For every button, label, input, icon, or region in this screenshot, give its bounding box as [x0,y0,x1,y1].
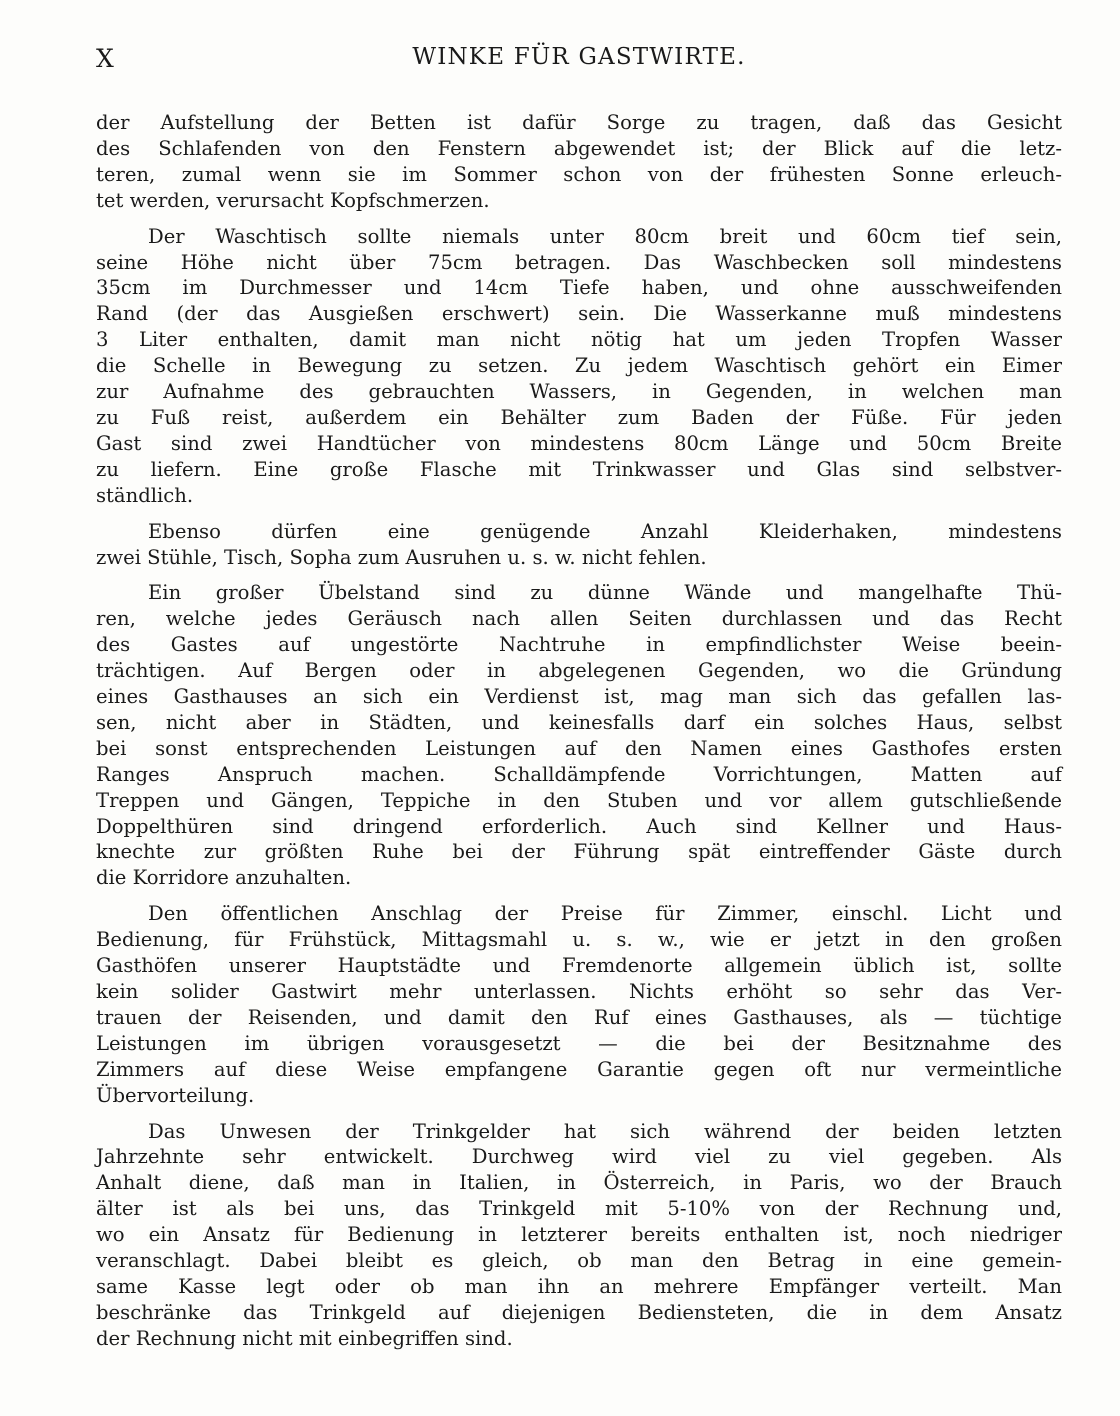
running-head [96,44,1062,80]
text-line: der Aufstellung der Betten ist dafür Sorge zu tragen, daß das Gesicht [96,111,1062,134]
text-line: Gasthöfen unserer Hauptstädte und Fremdenorte allgemein üblich ist, sollte [96,954,1062,978]
text-line: Das Unwesen der Trinkgelder hat sich während der beiden letzten [148,1119,1062,1143]
text-line: teren, zumal wenn sie im Sommer schon von der frühesten Sonne erleuch- [96,162,1062,186]
text-line: die Schelle in Bewegung zu setzen. Zu jedem Waschtisch gehört ein Eimer [96,354,1062,378]
text-line: Zimmers auf diese Weise empfangene Garantie gegen oft nur vermeintliche [96,1057,1062,1081]
text-line: bei sonst entsprechenden Leistungen auf den Namen eines Gasthofes ersten [96,736,1062,760]
text-line: beschränke das Trinkgeld auf diejenigen Bediensteten, die in dem Ansatz [96,1300,1062,1324]
text-line: Gast sind zwei Handtücher von mindestens 80cm Länge und 50cm Breite [96,431,1062,455]
text-line: same Kasse legt oder ob man ihn an mehrere Empfänger verteilt. Man [96,1274,1062,1298]
text-line: ren, welche jedes Geräusch nach allen Seiten durchlassen und das Recht [96,607,1062,631]
paragraph-6 [96,1119,1062,1352]
paragraph-5 [96,901,1062,1108]
text-line: älter ist als bei uns, das Trinkgeld mit 5-10% von der Rechnung und, [96,1197,1062,1221]
paragraph-1 [96,110,1062,214]
text-line: Anhalt diene, daß man in Italien, in Österreich, in Paris, wo der Brauch [96,1171,1062,1195]
text-line: sen, nicht aber in Städten, und keinesfalls darf ein solches Haus, selbst [96,710,1062,734]
text-line: 35cm im Durchmesser und 14cm Tiefe haben, und ohne ausschweifenden [96,276,1062,300]
text-line: zu liefern. Eine große Flasche mit Trinkwasser und Glas sind selbstver- [96,457,1062,481]
text-line: der Rechnung nicht mit einbegriffen sind. [96,1326,513,1350]
text-line: Leistungen im übrigen vorausgesetzt — die bei der Besitznahme des [96,1031,1062,1055]
text-line: zur Aufnahme des gebrauchten Wassers, in Gegenden, in welchen man [96,380,1062,404]
text-line: 3 Liter enthalten, damit man nicht nötig hat um jeden Tropfen Wasser [96,328,1062,352]
text-line: Der Waschtisch sollte niemals unter 80cm breit und 60cm tief sein, [148,224,1062,248]
text-line: zwei Stühle, Tisch, Sopha zum Ausruhen u. s. w. nicht fehlen. [96,545,707,569]
paragraph-2 [96,224,1062,509]
text-line: ständlich. [96,483,194,507]
text-line: tet werden, verursacht Kopfschmerzen. [96,188,490,212]
text-line: Ebenso dürfen eine genügende Anzahl Kleiderhaken, mindestens [148,519,1062,543]
text-line: trauen der Reisenden, und damit den Ruf eines Gasthauses, als — tüchtige [96,1005,1062,1029]
text-line: trächtigen. Auf Bergen oder in abgelegenen Gegenden, wo die Gründung [96,659,1062,683]
text-line: kein solider Gastwirt mehr unterlassen. Nichts erhöht so sehr das Ver- [96,980,1062,1003]
page-number: X [96,44,115,73]
text-line: Jahrzehnte sehr entwickelt. Durchweg wird viel zu viel gegeben. Als [96,1145,1062,1169]
text-line: des Gastes auf ungestörte Nachtruhe in empfindlichster Weise beein- [96,633,1062,657]
paragraph-3 [96,519,1062,571]
text-line: Bedienung, für Frühstück, Mittagsmahl u. s. w., wie er jetzt in den großen [96,928,1062,952]
text-line: Den öffentlichen Anschlag der Preise für Zimmer, einschl. Licht und [148,902,1062,926]
text-line: die Korridore anzuhalten. [96,866,352,890]
text-line: des Schlafenden von den Fenstern abgewendet ist; der Blick auf die letz- [96,136,1062,160]
text-line: seine Höhe nicht über 75cm betragen. Das Waschbecken soll mindestens [96,250,1062,274]
text-line: Ranges Anspruch machen. Schalldämpfende Vorrichtungen, Matten auf [96,762,1062,786]
running-title: WINKE FÜR GASTWIRTE. [412,44,746,70]
text-line: Übervorteilung. [96,1083,255,1107]
text-line: Doppelthüren sind dringend erforderlich. Auch sind Kellner und Haus- [96,814,1062,838]
body-text [96,110,1062,1352]
paragraph-4 [96,580,1062,891]
text-line: Treppen und Gängen, Teppiche in den Stuben und vor allem gutschließende [96,788,1062,812]
text-line: wo ein Ansatz für Bedienung in letzterer bereits enthalten ist, noch niedriger [96,1223,1062,1247]
text-line: Rand (der das Ausgießen erschwert) sein. Die Wasserkanne muß mindestens [96,302,1062,326]
text-line: eines Gasthauses an sich ein Verdienst ist, mag man sich das gefallen las- [96,685,1062,709]
text-line: Ein großer Übelstand sind zu dünne Wände und mangelhafte Thü- [148,581,1062,605]
text-line: veranschlagt. Dabei bleibt es gleich, ob man den Betrag in eine gemein- [96,1249,1062,1273]
text-line: knechte zur größten Ruhe bei der Führung spät eintreffender Gäste durch [96,840,1062,864]
text-line: zu Fuß reist, außerdem ein Behälter zum Baden der Füße. Für jeden [96,405,1062,429]
